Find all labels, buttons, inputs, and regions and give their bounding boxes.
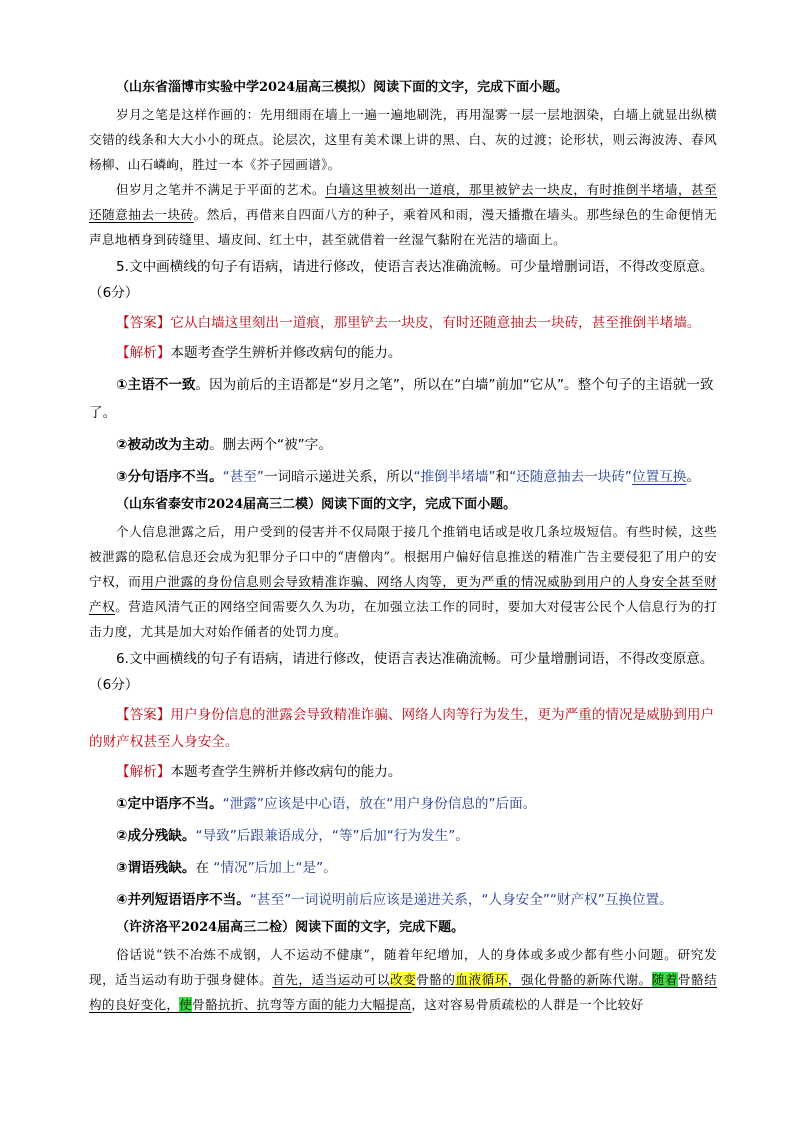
point-text: 。因为前后的主语都是“岁月之笔”，所以在“白墙”前加“它从”。整个句子的主语就一致了。	[89, 377, 714, 421]
highlight-green: 使	[179, 997, 193, 1012]
point-text: “导致”后跟兼语成分，“等”后加“行为发生”。	[195, 828, 469, 844]
answer-5	[89, 310, 717, 337]
point-quote: “还随意抽去一块砖”	[509, 469, 632, 485]
answer-tag: 【答案】	[116, 707, 171, 723]
point-6-4	[89, 886, 717, 914]
jiexi-tag: 【解析】	[116, 345, 171, 361]
point-6-1	[89, 790, 717, 818]
point-pre: 在	[195, 860, 214, 876]
passage-text: 俗话说“铁不冶炼不成钢，人不运动不健康”，随着年纪增加，人的身体或多或少都有些小问题。研究发现，适当运动有助于强身健体。	[89, 947, 717, 987]
section-3-source: （许济洛平2024届高三二检）阅读下面的文字，完成下题。	[116, 920, 465, 935]
passage-text: 。然后，再借来自四面八方的种子，乘着风和雨，漫天播撒在墙头。那些绿色的生命便悄无声息地栖身到砖缝里、墙皮间、红土中，甚至就借着一丝湿气黏附在光洁的墙面上。	[89, 207, 717, 247]
underlined-sentence: 白墙这里被刻出一道痕，那里被铲去一块皮，有时推倒半堵墙，甚至还随意抽去一块砖	[89, 182, 717, 222]
answer-text: 用户身份信息的泄露会导致精准诈骗、网络人肉等行为发生，更为严重的情况是威胁到用户的财产权甚至人身安全。	[89, 707, 715, 750]
point-text: 。	[686, 469, 700, 485]
passage-text: 但岁月之笔并不满足于平面的艺术。	[116, 182, 326, 197]
underlined-sentence: 骨骼抗折、抗弯等方面的能力大幅提高	[192, 997, 412, 1012]
jiexi-tag: 【解析】	[116, 764, 171, 780]
point-text: 一词暗示递进关系，所以	[263, 469, 414, 485]
point-text: 。删去两个“被”字。	[209, 437, 332, 453]
point-head: ①主语不一致	[116, 377, 196, 393]
point-6-3	[89, 854, 717, 882]
point-5-2	[89, 431, 717, 459]
section-2-passage	[89, 519, 717, 644]
passage-text: ，这对容易骨质疏松的人群是一个比较好	[411, 997, 644, 1012]
point-text: “甚至”一词说明前后应该是递进关系，“人身安全”“财产权”互换位置。	[249, 892, 673, 908]
point-quote: “推倒半堵墙”	[413, 469, 496, 485]
point-5-3	[89, 463, 717, 491]
jiexi-text: 本题考查学生辨析并修改病句的能力。	[170, 764, 402, 780]
answer-tag: 【答案】	[116, 315, 171, 331]
passage-text: 。营造风清气正的网络空间需要久久为功，在加强立法工作的同时，要加大对侵害公民个人信息行为的打击力度，尤其是加大对始作俑者的处罚力度。	[89, 599, 717, 639]
point-text: “泄露”应该是中心语，放在“用户身份信息的”后面。	[222, 796, 537, 812]
jiexi-text: 本题考查学生辨析并修改病句的能力。	[170, 345, 402, 361]
underlined-sentence: 骨骼结构的良好变化，	[89, 972, 718, 1012]
document-content	[89, 74, 717, 1017]
underlined-sentence: 用户泄露的身份信息则会导致精准诈骗、网络人肉等，更为严重的情况威胁到用户的人身安全甚至财产权	[89, 574, 718, 614]
question-5: 5.文中画横线的句子有语病，请进行修改，使语言表达准确流畅。可少量增删词语，不得改变原意。（6分）	[89, 259, 714, 301]
point-text: 和	[495, 469, 510, 485]
answer-6	[89, 702, 717, 756]
question-6: 6.文中画横线的句子有语病，请进行修改，使语言表达准确流畅。可少量增删词语，不得改变原意。（6分）	[89, 651, 714, 693]
highlight-yellow: 血液循环	[455, 972, 508, 987]
point-quote: “甚至”	[222, 469, 264, 485]
underlined-sentence: 首先，适当运动可以	[272, 972, 390, 987]
underlined-sentence: ，强化骨骼的新陈代谢。	[507, 972, 652, 987]
jiexi-5	[89, 339, 717, 367]
section-2-source: （山东省泰安市2024届高三二模）阅读下面的文字，完成下面小题。	[116, 497, 517, 512]
point-underlined: 位置互换	[631, 469, 687, 485]
highlight-green: 随着	[651, 972, 678, 987]
answer-text: 它从白墙这里刻出一道痕，那里铲去一块皮，有时还随意抽去一块砖，甚至推倒半堵墙。	[170, 315, 701, 331]
section-1-passage-p2	[89, 177, 717, 252]
passage-text: 个人信息泄露之后，用户受到的侵害并不仅局限于接几个推销电话或是收几条垃圾短信。有些时候，这些被泄露的隐私信息还会成为犯罪分子口中的“唐僧肉”。根据用户偏好信息推送的精准广告主要侵犯了用户的安宁权，而	[89, 524, 717, 589]
section-3-passage	[89, 942, 717, 1017]
point-text: “情况”后加上“是”。	[213, 860, 337, 876]
point-head: ④并列短语语序不当。	[116, 892, 250, 908]
point-5-1	[89, 371, 717, 427]
point-6-2	[89, 822, 717, 850]
point-head: ③谓语残缺。	[116, 860, 196, 876]
point-head: ③分句语序不当。	[116, 469, 223, 485]
highlight-yellow: 改变	[390, 972, 417, 987]
underlined-sentence: 骨骼的	[416, 972, 456, 987]
section-1-source: （山东省淄博市实验中学2024届高三模拟）阅读下面的文字，完成下面小题。	[116, 80, 569, 95]
jiexi-6	[89, 758, 717, 786]
point-head: ①定中语序不当。	[116, 796, 223, 812]
point-head: ②被动改为主动	[116, 437, 210, 453]
point-head: ②成分残缺。	[116, 828, 196, 844]
section-1-passage-p1: 岁月之笔是这样作画的：先用细雨在墙上一遍一遍地刷洗，再用湿雾一层一层地洇染，白墙上就显出纵横交错的线条和大大小小的斑点。论层次，这里有美术课上讲的黑、白、灰的过渡；论形状，则云海波涛、春风杨柳、山石嶙峋，胜过一本《芥子园画谱》。	[89, 107, 717, 172]
